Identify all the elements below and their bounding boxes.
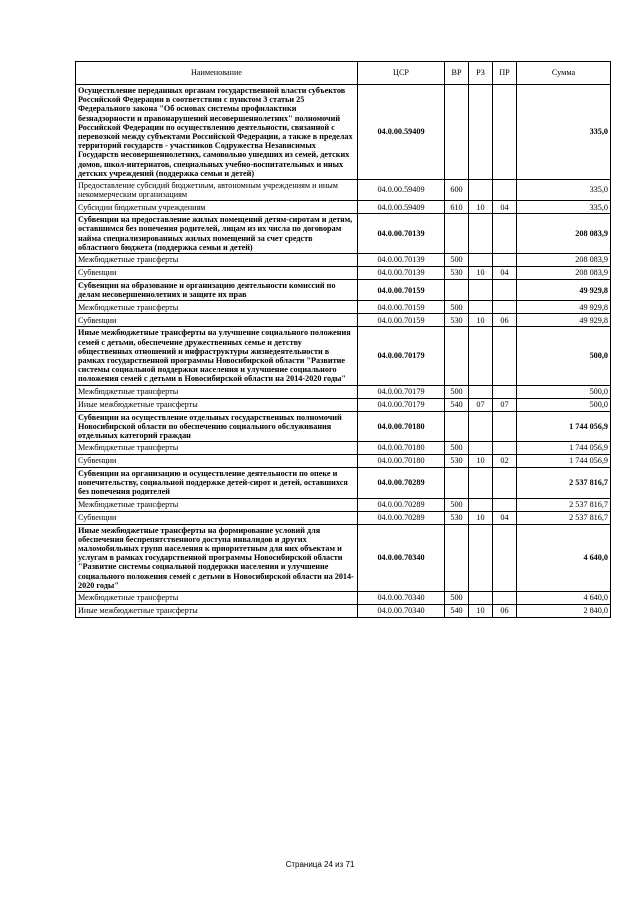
table-row — [76, 314, 611, 327]
row-name-cell: Межбюджетные трансферты — [76, 254, 358, 267]
row-sum-cell: 2 537 816,7 — [517, 511, 611, 524]
row-rz-cell — [469, 214, 493, 254]
column-header-rz: РЗ — [469, 62, 493, 85]
row-csr-cell: 04.0.00.70139 — [358, 267, 445, 280]
row-csr-cell: 04.0.00.70139 — [358, 254, 445, 267]
table-row — [76, 201, 611, 214]
row-name-cell: Межбюджетные трансферты — [76, 442, 358, 455]
table-row — [76, 385, 611, 398]
table-header-row — [76, 62, 611, 85]
row-name-cell: Иные межбюджетные трансферты — [76, 604, 358, 617]
row-pr-cell — [493, 301, 517, 314]
row-rz-cell: 10 — [469, 455, 493, 468]
row-vr-cell: 540 — [445, 604, 469, 617]
row-pr-cell — [493, 179, 517, 200]
row-pr-cell — [493, 591, 517, 604]
row-sum-cell: 500,0 — [517, 398, 611, 411]
budget-table — [75, 61, 611, 618]
row-sum-cell: 500,0 — [517, 327, 611, 385]
row-rz-cell — [469, 301, 493, 314]
row-pr-cell: 02 — [493, 455, 517, 468]
row-vr-cell: 530 — [445, 455, 469, 468]
row-rz-cell: 07 — [469, 398, 493, 411]
row-name-cell: Межбюджетные трансферты — [76, 301, 358, 314]
row-name-cell: Иные межбюджетные трансферты на формирование условий для обеспечения беспрепятственного доступа инвалидов и других маломобильных групп населения к приоритетным для них объектам и услугам в рамках государственной программы Новосибирской области "Развитие системы социальной поддержки населения и улучшение социального положения семей с детьми в Новосибирской области на 2014-2020 годы" — [76, 524, 358, 591]
table-row — [76, 267, 611, 280]
table-row — [76, 254, 611, 267]
row-vr-cell: 500 — [445, 591, 469, 604]
row-rz-cell — [469, 85, 493, 180]
row-rz-cell — [469, 385, 493, 398]
row-name-cell: Субвенции — [76, 455, 358, 468]
row-pr-cell — [493, 85, 517, 180]
row-rz-cell — [469, 468, 493, 499]
row-name-cell: Межбюджетные трансферты — [76, 498, 358, 511]
row-vr-cell — [445, 468, 469, 499]
row-name-cell: Субвенции на организацию и осуществление деятельности по опеке и попечительству, социальной поддержке детей-сирот и детей, оставшихся без попечения родителей — [76, 468, 358, 499]
row-pr-cell: 04 — [493, 267, 517, 280]
row-csr-cell: 04.0.00.70180 — [358, 455, 445, 468]
row-csr-cell: 04.0.00.70159 — [358, 301, 445, 314]
row-sum-cell: 208 083,9 — [517, 254, 611, 267]
row-sum-cell: 1 744 056,9 — [517, 411, 611, 442]
row-sum-cell: 49 929,8 — [517, 301, 611, 314]
row-pr-cell: 04 — [493, 511, 517, 524]
row-csr-cell: 04.0.00.70139 — [358, 214, 445, 254]
table-row-target-item — [76, 214, 611, 254]
column-header-vr: ВР — [445, 62, 469, 85]
row-name-cell: Иные межбюджетные трансферты на улучшение социального положения семей с детьми, обеспечение дружественных семье и детству общественных отношений и инфраструктуры жизнедеятельности в рамках государственной программы Новосибирской области "Развитие системы социальной поддержки населения и улучшение социального положения семей с детьми в Новосибирской области на 2014-2020 годы" — [76, 327, 358, 385]
row-csr-cell: 04.0.00.70179 — [358, 385, 445, 398]
row-sum-cell: 4 640,0 — [517, 591, 611, 604]
row-sum-cell: 2 537 816,7 — [517, 498, 611, 511]
row-csr-cell: 04.0.00.70340 — [358, 524, 445, 591]
row-csr-cell: 04.0.00.59409 — [358, 179, 445, 200]
row-pr-cell — [493, 498, 517, 511]
row-vr-cell — [445, 327, 469, 385]
table-row — [76, 179, 611, 200]
row-vr-cell: 600 — [445, 179, 469, 200]
row-rz-cell — [469, 442, 493, 455]
table-row-target-item — [76, 85, 611, 180]
row-sum-cell: 335,0 — [517, 85, 611, 180]
table-row-target-item — [76, 327, 611, 385]
row-sum-cell: 1 744 056,9 — [517, 442, 611, 455]
row-vr-cell: 530 — [445, 314, 469, 327]
row-csr-cell: 04.0.00.70180 — [358, 442, 445, 455]
row-csr-cell: 04.0.00.70179 — [358, 327, 445, 385]
row-sum-cell: 4 640,0 — [517, 524, 611, 591]
table-row-target-item — [76, 280, 611, 301]
row-pr-cell — [493, 214, 517, 254]
row-pr-cell — [493, 327, 517, 385]
column-header-pr: ПР — [493, 62, 517, 85]
row-csr-cell: 04.0.00.70159 — [358, 280, 445, 301]
row-csr-cell: 04.0.00.70289 — [358, 498, 445, 511]
table-row — [76, 591, 611, 604]
row-name-cell: Субсидии бюджетным учреждениям — [76, 201, 358, 214]
row-rz-cell: 10 — [469, 201, 493, 214]
column-header-csr: ЦСР — [358, 62, 445, 85]
row-vr-cell — [445, 85, 469, 180]
row-name-cell: Субвенции — [76, 314, 358, 327]
row-vr-cell — [445, 280, 469, 301]
row-pr-cell: 07 — [493, 398, 517, 411]
row-vr-cell: 500 — [445, 254, 469, 267]
row-vr-cell: 610 — [445, 201, 469, 214]
row-pr-cell — [493, 280, 517, 301]
page-footer: Страница 24 из 71 — [285, 860, 355, 869]
row-pr-cell — [493, 385, 517, 398]
row-rz-cell: 10 — [469, 511, 493, 524]
row-csr-cell: 04.0.00.70159 — [358, 314, 445, 327]
row-pr-cell — [493, 524, 517, 591]
row-rz-cell — [469, 327, 493, 385]
row-rz-cell — [469, 254, 493, 267]
row-name-cell: Межбюджетные трансферты — [76, 385, 358, 398]
row-vr-cell: 540 — [445, 398, 469, 411]
row-rz-cell: 10 — [469, 267, 493, 280]
row-rz-cell — [469, 179, 493, 200]
table-row-target-item — [76, 524, 611, 591]
table-row — [76, 604, 611, 617]
table-row — [76, 498, 611, 511]
row-rz-cell: 10 — [469, 604, 493, 617]
table-row — [76, 301, 611, 314]
table-row — [76, 455, 611, 468]
row-name-cell: Субвенции на осуществление отдельных государственных полномочий Новосибирской области по обеспечению социального обслуживания отдельных категорий граждан — [76, 411, 358, 442]
row-csr-cell: 04.0.00.70340 — [358, 591, 445, 604]
row-name-cell: Субвенции на образование и организацию деятельности комиссий по делам несовершеннолетних и защите их прав — [76, 280, 358, 301]
row-vr-cell: 500 — [445, 442, 469, 455]
row-name-cell: Иные межбюджетные трансферты — [76, 398, 358, 411]
row-rz-cell: 10 — [469, 314, 493, 327]
row-csr-cell: 04.0.00.59409 — [358, 201, 445, 214]
table-row — [76, 398, 611, 411]
row-sum-cell: 49 929,8 — [517, 280, 611, 301]
column-header-name: Наименование — [76, 62, 358, 85]
row-rz-cell — [469, 280, 493, 301]
row-pr-cell: 06 — [493, 314, 517, 327]
row-vr-cell — [445, 214, 469, 254]
row-csr-cell: 04.0.00.70180 — [358, 411, 445, 442]
column-header-sum: Сумма — [517, 62, 611, 85]
row-pr-cell — [493, 254, 517, 267]
table-row — [76, 511, 611, 524]
row-sum-cell: 500,0 — [517, 385, 611, 398]
row-rz-cell — [469, 524, 493, 591]
row-name-cell: Осуществление переданных органам государственной власти субъектов Российской Федерации в соответствии с пунктом 3 статьи 25 Федерального закона "Об основах системы профилактики безнадзорности и правонарушений несовершеннолетних" полномочий Российской Федерации по осуществлению деятельности, связанной с перевозкой между субъектами Российской Федерации, а также в пределах территорий государств - участников Содружества Независимых Государств несовершеннолетних, самовольно ушедших из семей, детских домов, школ-интернатов, специальных учебно-воспитательных и иных детских учреждений (поддержка семьи и детей) — [76, 85, 358, 180]
row-name-cell: Субвенции — [76, 511, 358, 524]
row-pr-cell: 04 — [493, 201, 517, 214]
table-body — [76, 85, 611, 618]
row-vr-cell — [445, 524, 469, 591]
row-vr-cell: 500 — [445, 301, 469, 314]
table-row-target-item — [76, 411, 611, 442]
row-sum-cell: 2 537 816,7 — [517, 468, 611, 499]
row-sum-cell: 1 744 056,9 — [517, 455, 611, 468]
row-name-cell: Предоставление субсидий бюджетным, автономным учреждениям и иным некоммерческим организациям — [76, 179, 358, 200]
table-row-target-item — [76, 468, 611, 499]
row-pr-cell — [493, 411, 517, 442]
table-row — [76, 442, 611, 455]
row-csr-cell: 04.0.00.70340 — [358, 604, 445, 617]
row-pr-cell — [493, 468, 517, 499]
row-sum-cell: 208 083,9 — [517, 214, 611, 254]
row-sum-cell: 208 083,9 — [517, 267, 611, 280]
row-vr-cell: 500 — [445, 498, 469, 511]
row-vr-cell — [445, 411, 469, 442]
row-sum-cell: 2 840,0 — [517, 604, 611, 617]
row-sum-cell: 335,0 — [517, 201, 611, 214]
row-csr-cell: 04.0.00.70289 — [358, 468, 445, 499]
row-rz-cell — [469, 591, 493, 604]
row-csr-cell: 04.0.00.59409 — [358, 85, 445, 180]
row-pr-cell — [493, 442, 517, 455]
row-sum-cell: 49 929,8 — [517, 314, 611, 327]
row-vr-cell: 530 — [445, 267, 469, 280]
row-csr-cell: 04.0.00.70289 — [358, 511, 445, 524]
row-rz-cell — [469, 498, 493, 511]
row-name-cell: Субвенции — [76, 267, 358, 280]
row-vr-cell: 530 — [445, 511, 469, 524]
row-name-cell: Межбюджетные трансферты — [76, 591, 358, 604]
row-sum-cell: 335,0 — [517, 179, 611, 200]
row-pr-cell: 06 — [493, 604, 517, 617]
row-name-cell: Субвенции на предоставление жилых помещений детям-сиротам и детям, оставшимся без попечения родителей, лицам из их числа по договорам найма специализированных жилых помещений за счет средств областного бюджета (поддержка семьи и детей) — [76, 214, 358, 254]
row-csr-cell: 04.0.00.70179 — [358, 398, 445, 411]
row-vr-cell: 500 — [445, 385, 469, 398]
row-rz-cell — [469, 411, 493, 442]
